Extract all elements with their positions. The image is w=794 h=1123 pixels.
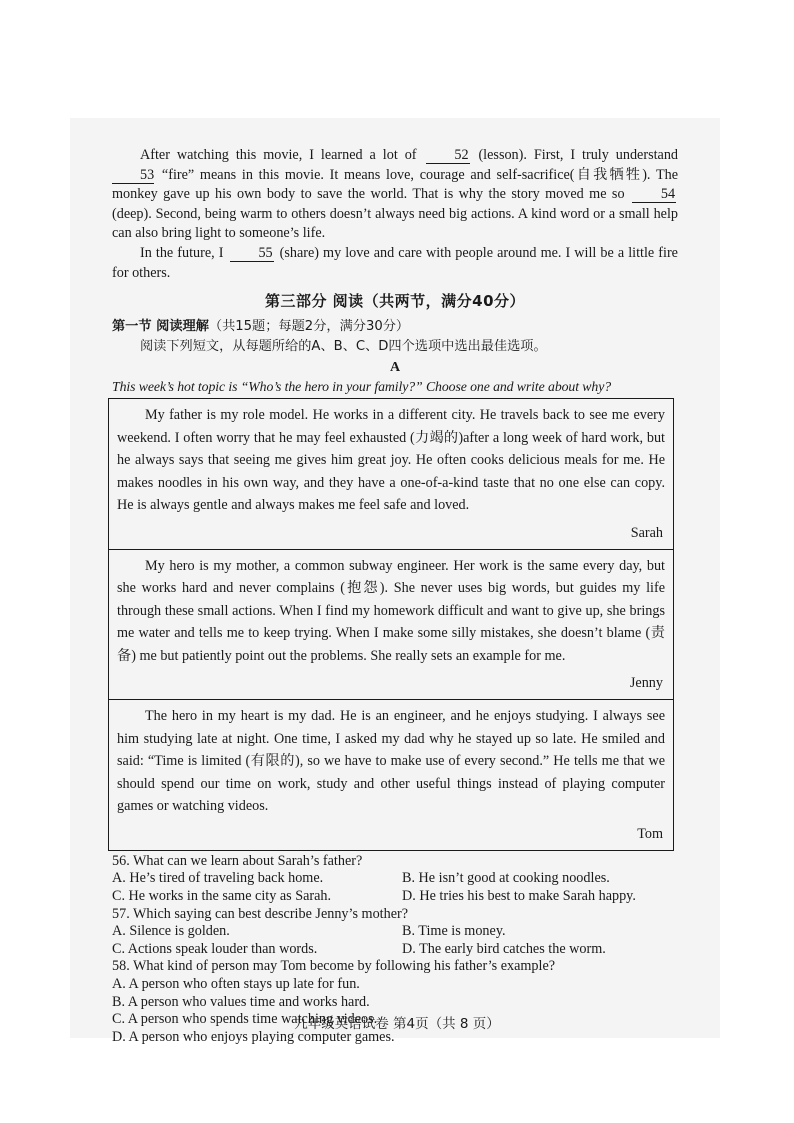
cloze-text: (share) my love and care with people around me. I will be a little fire for others. bbox=[112, 244, 678, 281]
entry-text: My hero is my mother, a common subway engineer. Her work is the same every day, but she works hard and never complains (抱怨). She never uses big words, but guides my life through these small actions. When I find my homework difficult and want to give up, she brings me water and tells me to keep trying. When I make some silly mistakes, she doesn’t blame (责备) me but patiently point out the problems. She really sets an example for me. bbox=[117, 557, 665, 664]
section-label: 第一节 阅读理解 bbox=[112, 318, 209, 334]
entries-box bbox=[108, 398, 674, 851]
question-57: 57. Which saying can best describe Jenny’s mother? bbox=[112, 905, 409, 922]
option-c: C. He works in the same city as Sarah. bbox=[112, 888, 332, 905]
option-a: A. A person who often stays up late for fun. bbox=[112, 976, 360, 992]
cloze-text: (deep). Second, being warm to others doesn’t always need big actions. A kind word or a small help can also bring light to someone’s life. bbox=[112, 205, 678, 242]
entry-author: Jenny bbox=[629, 675, 663, 692]
blank-53: 53 bbox=[112, 168, 154, 184]
option-d: D. He tries his best to make Sarah happy. bbox=[402, 888, 636, 905]
options-57 bbox=[112, 923, 678, 958]
blank-54: 54 bbox=[632, 187, 676, 203]
option-a: A. He’s tired of traveling back home. bbox=[112, 870, 324, 887]
entry-author: Tom bbox=[637, 825, 663, 842]
page-footer: 九年级英语试卷 第4页（共 8 页） bbox=[294, 1016, 500, 1032]
instruction: 阅读下列短文，从每题所给的A、B、C、D四个选项中选出最佳选项。 bbox=[140, 338, 547, 354]
entry-jenny bbox=[109, 550, 673, 701]
entry-author: Sarah bbox=[630, 524, 663, 541]
hot-topic: This week’s hot topic is “Who’s the hero in your family?” Choose one and write about why? bbox=[112, 378, 612, 394]
option-c: C. A person who spends time watching videos. bbox=[112, 1011, 378, 1028]
blank-52: 52 bbox=[426, 148, 470, 164]
option-a: A. Silence is golden. bbox=[112, 923, 230, 940]
options-56 bbox=[112, 870, 678, 905]
cloze-text: (lesson). First, I truly understand bbox=[478, 147, 679, 163]
option-c: C. Actions speak louder than words. bbox=[112, 940, 318, 957]
cloze-paragraph-1 bbox=[112, 146, 678, 244]
exam-page bbox=[112, 146, 678, 1046]
entry-text: The hero in my heart is my dad. He is an engineer, and he enjoys studying. I always see him studying late at night. One time, I asked my dad why he stayed up so late. He smiled and said: “Time is limited (有限的), so we have to make use of every second.” He tells me that we should spend our time on work, study and other useful things instead of playing computer games or watching videos. bbox=[117, 708, 665, 815]
entry-tom bbox=[109, 700, 673, 850]
cloze-text: “fire” means in this movie. It means love, courage and self-sacrifice(自我牺牲). The monkey gave up his own body to save the world. That is why the story moved me so bbox=[112, 166, 678, 203]
option-b: B. A person who values time and works hard. bbox=[112, 993, 370, 1010]
question-58: 58. What kind of person may Tom become by following his father’s example? bbox=[112, 958, 556, 975]
question-56: 56. What can we learn about Sarah’s father? bbox=[112, 852, 363, 869]
passage-letter: A bbox=[389, 359, 401, 375]
part3-title: 第三部分 阅读（共两节，满分40分） bbox=[264, 292, 526, 311]
cloze-text: After watching this movie, I learned a lot of bbox=[140, 147, 417, 163]
section-info: （共15题；每题2分，满分30分） bbox=[208, 318, 410, 334]
entry-text: My father is my role model. He works in a different city. He travels back to see me every weekend. I often worry that he may feel exhausted (力竭的)after a long week of hard work, but he always says that seeing me gives him great joy. He often cooks delicious meals for me. He makes noodles in his own way, and they have a one-of-a-kind taste that no one else can copy. He is always gentle and always makes me feel safe and loved. bbox=[117, 407, 665, 514]
option-d: D. The early bird catches the worm. bbox=[402, 940, 606, 957]
option-b: B. Time is money. bbox=[402, 923, 506, 940]
entry-sarah bbox=[109, 399, 673, 550]
option-b: B. He isn’t good at cooking noodles. bbox=[402, 870, 610, 887]
section-heading bbox=[112, 317, 678, 337]
blank-55: 55 bbox=[230, 246, 274, 262]
option-d: D. A person who enjoys playing computer games. bbox=[112, 1028, 395, 1045]
cloze-text: In the future, I bbox=[140, 244, 224, 261]
cloze-paragraph-2 bbox=[112, 244, 678, 283]
